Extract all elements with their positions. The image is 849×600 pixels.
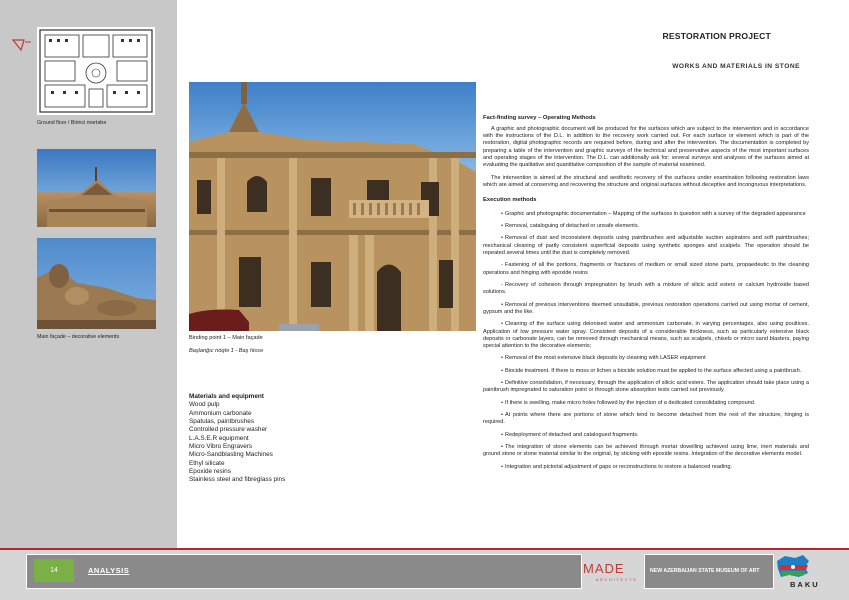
bullet-mark: • (501, 463, 503, 470)
list-item (483, 223, 809, 230)
execution-list (483, 211, 809, 471)
list-item (483, 432, 809, 439)
list-item (483, 235, 809, 257)
body-text (483, 115, 809, 476)
museum-label-box (644, 554, 774, 589)
list-item-text: Redeployment of detached and catalogued fragments. (505, 431, 639, 438)
material-item: Micro-Sandblasting Machines (189, 451, 273, 459)
section-link[interactable]: ANALYSIS (88, 566, 130, 575)
facade-caption: Main façade – decorative elements (37, 334, 120, 340)
page-subtitle: WORKS AND MATERIALS IN STONE (672, 63, 800, 70)
list-item (483, 321, 809, 350)
list-item (483, 282, 809, 297)
page-number: 14 (34, 559, 74, 582)
bullet-mark: • (501, 210, 503, 217)
list-item-text: If there is swelling, make micro holes followed by the injection of a dedicated consolidating compound. (505, 399, 756, 406)
material-item: Epoxide resins (189, 467, 231, 475)
material-item: Ammonium carbonate (189, 409, 252, 417)
bullet-mark: • (501, 443, 503, 450)
material-item: Spatulas, paintbrushes (189, 417, 255, 425)
bullet-mark: • (501, 412, 503, 419)
material-item: Wood pulp (189, 401, 220, 409)
bullet-mark: • (501, 380, 503, 387)
main-photo-caption-az: Başlanğıc nöqtə 1 - Baş hissə (189, 348, 264, 354)
list-item-text: Removal of the most extensive black deposits by cleaning with LASER equipment (505, 355, 706, 362)
material-item: L.A.S.E.R equipment (189, 434, 249, 442)
main-photo-caption: Binding point 1 – Main façade (189, 335, 263, 341)
list-item-text: Removal, cataloguing of detached or unsafe elements. (505, 223, 640, 230)
list-item (483, 302, 809, 317)
list-item (483, 355, 809, 362)
list-item-text: Removal of previous interventions deemed unsuitable, previous restoration operations carried out using mortar of cement, gypsum and the like. (483, 301, 809, 315)
list-item (483, 262, 809, 277)
bullet-mark: • (501, 399, 503, 406)
list-item (483, 380, 809, 395)
bullet-mark: • (501, 321, 503, 328)
plan-caption: Ground floor / Birinci mərtəbə (37, 120, 107, 126)
list-item-text: Graphic and photographic documentation – Mapping of the surfaces in question with a survey of the degraded appearance (505, 210, 806, 217)
bullet-mark: • (501, 223, 503, 230)
list-item-text: Integration and pictorial adjustment of gaps or reconstructions to restore a balanced reading. (505, 463, 732, 470)
bullet-mark: - (501, 262, 503, 269)
bullet-mark: • (501, 431, 503, 438)
footer-divider (0, 548, 849, 550)
list-item (483, 211, 809, 218)
red-corner-mark-icon (12, 38, 32, 52)
city-label: BAKU (790, 580, 820, 589)
bullet-mark: - (501, 281, 503, 288)
page-title: RESTORATION PROJECT (662, 31, 771, 41)
facade-thumbnail-2 (37, 238, 156, 329)
survey-paragraph: A graphic and photographic document will be produced for the surfaces which are subject to the intervention and in accordance with the instructions of the D.L. in addition to the recovery work carried out. For each surface or element which is part of the restoration, digital photographic records are required before, during and after the intervention. The documentation is completed by preparing a table of the intervention and graphic surveys of the technical and preservative aspects of the most important surfaces and operating stages of the intervention. The D.L. can additionally ask for: several surveys and analyses of the surfaces aimed at evaluating the qualitative and quantitative composition of the sample of material examined. (483, 125, 809, 169)
made-logo: MADE (583, 561, 625, 576)
made-logo-sub: A R C H I T E C T S (596, 578, 637, 582)
list-item-text: Removal of dust and inconsistent deposits using paintbrushes and adjustable suction aspirators and soft paintbrushes; mechanical cleaning of partly consistent superficial deposits using synthetic sponges and scalpels. The operation should be repeated several times until the dust is completely removed. (483, 235, 809, 257)
list-item-text: At points where there are portions of stone which tend to become detached from the rest of the structure, hinging is required. (483, 412, 809, 426)
survey-paragraph: The intervention is aimed at the structural and aesthetic recovery of the surfaces under examination following restoration laws which are aimed at conserving and recovering the structure and original surfaces without deceptive and incongruous interpretations. (483, 174, 809, 188)
material-item: Ethyl silicate (189, 459, 225, 467)
facade-thumbnail-1 (37, 149, 156, 227)
list-item (483, 444, 809, 459)
azerbaijan-map-flag-icon (775, 553, 811, 579)
floor-plan-image (37, 27, 155, 115)
survey-heading: Fact-finding survey – Operating Methods (483, 115, 596, 121)
list-item-text: Definitive consolidation, if necessary, through the application of silicic acid esters. The application should take place using a paintbrush impregnated to saturation point or through stone absorption tests carried out previously. (483, 380, 809, 394)
list-item (483, 368, 809, 375)
bullet-mark: • (501, 235, 503, 242)
list-item-text: The integration of stone elements can be achieved through mortar dowelling achieved using lime, inert materials and ground stone or stone material similar to the original, by sticking with epoxide resins. Integration of the decorative elements model. (483, 443, 809, 458)
material-item: Stainless steel and fibreglass pins (189, 476, 286, 484)
list-item-text: Biocide treatment. If there is moss or lichen a biocide solution must be applied to the surface affected using a paintbrush. (505, 367, 802, 374)
bullet-mark: • (501, 301, 503, 308)
list-item-text: Fastening of all the portions, fragments or fractures of medium or small sized stone parts, propaedeutic to the cleaning operations and hinging with epoxide resins (483, 262, 809, 276)
material-item: Micro Vibro Engravers (189, 442, 253, 450)
list-item (483, 400, 809, 407)
execution-heading: Execution methods (483, 197, 537, 204)
main-facade-photo (189, 82, 476, 331)
museum-label: NEW AZERBAIJAN STATE MUSEUM OF ART (650, 568, 760, 574)
materials-list (189, 393, 285, 485)
list-item-text: Recovery of cohesion through impregnation by brush with a mixture of silicic acid esters or calcium hydroxide based solutions. (483, 281, 809, 296)
materials-heading: Materials and equipment (189, 393, 264, 400)
list-item (483, 464, 809, 471)
list-item-text: Cleaning of the surface using deionised water and ammonium carbonate, in varying percentages, also using poultices. Application of low pressure water spray. Consistent deposits of a considerable thickness, such as particularly extensive black deposits or carbonate layers, can be removed through mechanical means, such as scalpels, chisels or micro sand blasters, paying special attention to the decorative elements; (483, 321, 809, 350)
list-item (483, 412, 809, 427)
bullet-mark: • (501, 355, 503, 362)
material-item: Controlled pressure washer (189, 426, 268, 434)
bullet-mark: • (501, 367, 503, 374)
